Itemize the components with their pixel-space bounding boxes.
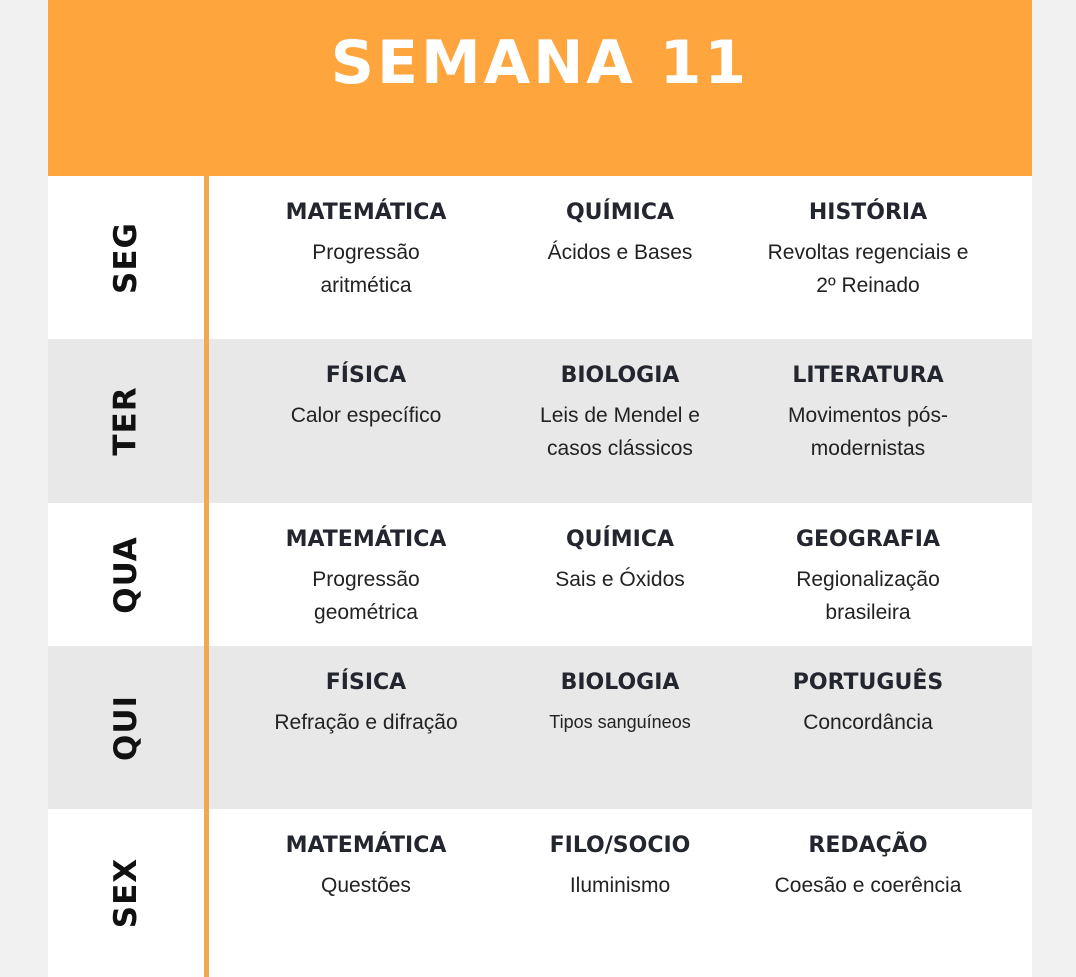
- subject-label: BIOLOGIA: [560, 363, 680, 388]
- topic-text: Revoltas regenciais e 2º Reinado: [767, 241, 969, 297]
- subject-label: FILO/SOCIO: [549, 833, 691, 858]
- day-row: [48, 646, 1032, 809]
- day-label: [48, 339, 204, 503]
- day-label: [48, 176, 204, 339]
- day-row: [48, 176, 1032, 339]
- lesson-cell: [238, 831, 494, 902]
- lesson-cell: [518, 525, 722, 596]
- divider-line: [204, 176, 209, 977]
- topic-text: Progressão geométrica: [312, 568, 420, 624]
- day-label-text: QUA: [107, 535, 144, 614]
- topic-text: Progressão aritmética: [312, 241, 420, 297]
- topic-text: Refração e difração: [274, 711, 458, 734]
- day-label-text: TER: [107, 386, 144, 456]
- subject-label: QUÍMICA: [565, 527, 674, 552]
- subject-label: LITERATURA: [792, 363, 944, 388]
- subject-label: GEOGRAFIA: [795, 527, 941, 552]
- topic-text: Concordância: [803, 711, 933, 734]
- subject-label: REDAÇÃO: [808, 833, 928, 858]
- topic-text: Sais e Óxidos: [555, 568, 685, 591]
- subject-label: PORTUGUÊS: [792, 670, 944, 695]
- lesson-cell: [724, 831, 1012, 902]
- day-label: [48, 809, 204, 977]
- topic-text: Iluminismo: [569, 874, 671, 897]
- lesson-cell: [518, 831, 722, 902]
- subject-label: BIOLOGIA: [560, 670, 680, 695]
- topic-text: Calor específico: [290, 404, 442, 427]
- lesson-cell: [724, 361, 1012, 465]
- lesson-cell: [724, 198, 1012, 302]
- day-label: [48, 646, 204, 809]
- lesson-cell: [238, 361, 494, 432]
- topic-text: Coesão e coerência: [774, 874, 962, 897]
- subject-label: FÍSICA: [325, 670, 407, 695]
- day-row: [48, 339, 1032, 503]
- day-label: [48, 503, 204, 646]
- subject-label: MATEMÁTICA: [285, 200, 447, 225]
- subject-label: HISTÓRIA: [808, 200, 928, 225]
- schedule-sheet: [48, 0, 1032, 977]
- lesson-cell: [518, 668, 722, 739]
- header-banner: [48, 0, 1032, 176]
- lesson-cell: [724, 668, 1012, 739]
- topic-text: Regionalização brasileira: [796, 568, 940, 624]
- lesson-cell: [724, 525, 1012, 629]
- topic-text: Questões: [321, 874, 411, 897]
- subject-label: MATEMÁTICA: [285, 527, 447, 552]
- lesson-cell: [518, 198, 722, 269]
- day-row: [48, 809, 1032, 977]
- day-label-text: QUI: [108, 694, 144, 761]
- day-row: [48, 503, 1032, 646]
- day-label-text: SEG: [107, 221, 144, 294]
- page-title: SEMANA 11: [330, 28, 750, 98]
- topic-text: Leis de Mendel e casos clássicos: [540, 404, 700, 460]
- lesson-cell: [518, 361, 722, 465]
- subject-label: FÍSICA: [325, 363, 407, 388]
- topic-text: Movimentos pós- modernistas: [788, 404, 948, 460]
- lesson-cell: [238, 668, 494, 739]
- lesson-cell: [238, 525, 494, 629]
- topic-text: Ácidos e Bases: [547, 241, 693, 264]
- day-label-text: SEX: [108, 857, 144, 929]
- lesson-cell: [238, 198, 494, 302]
- subject-label: MATEMÁTICA: [285, 833, 447, 858]
- topic-text: Tipos sanguíneos: [549, 712, 691, 732]
- subject-label: QUÍMICA: [565, 200, 674, 225]
